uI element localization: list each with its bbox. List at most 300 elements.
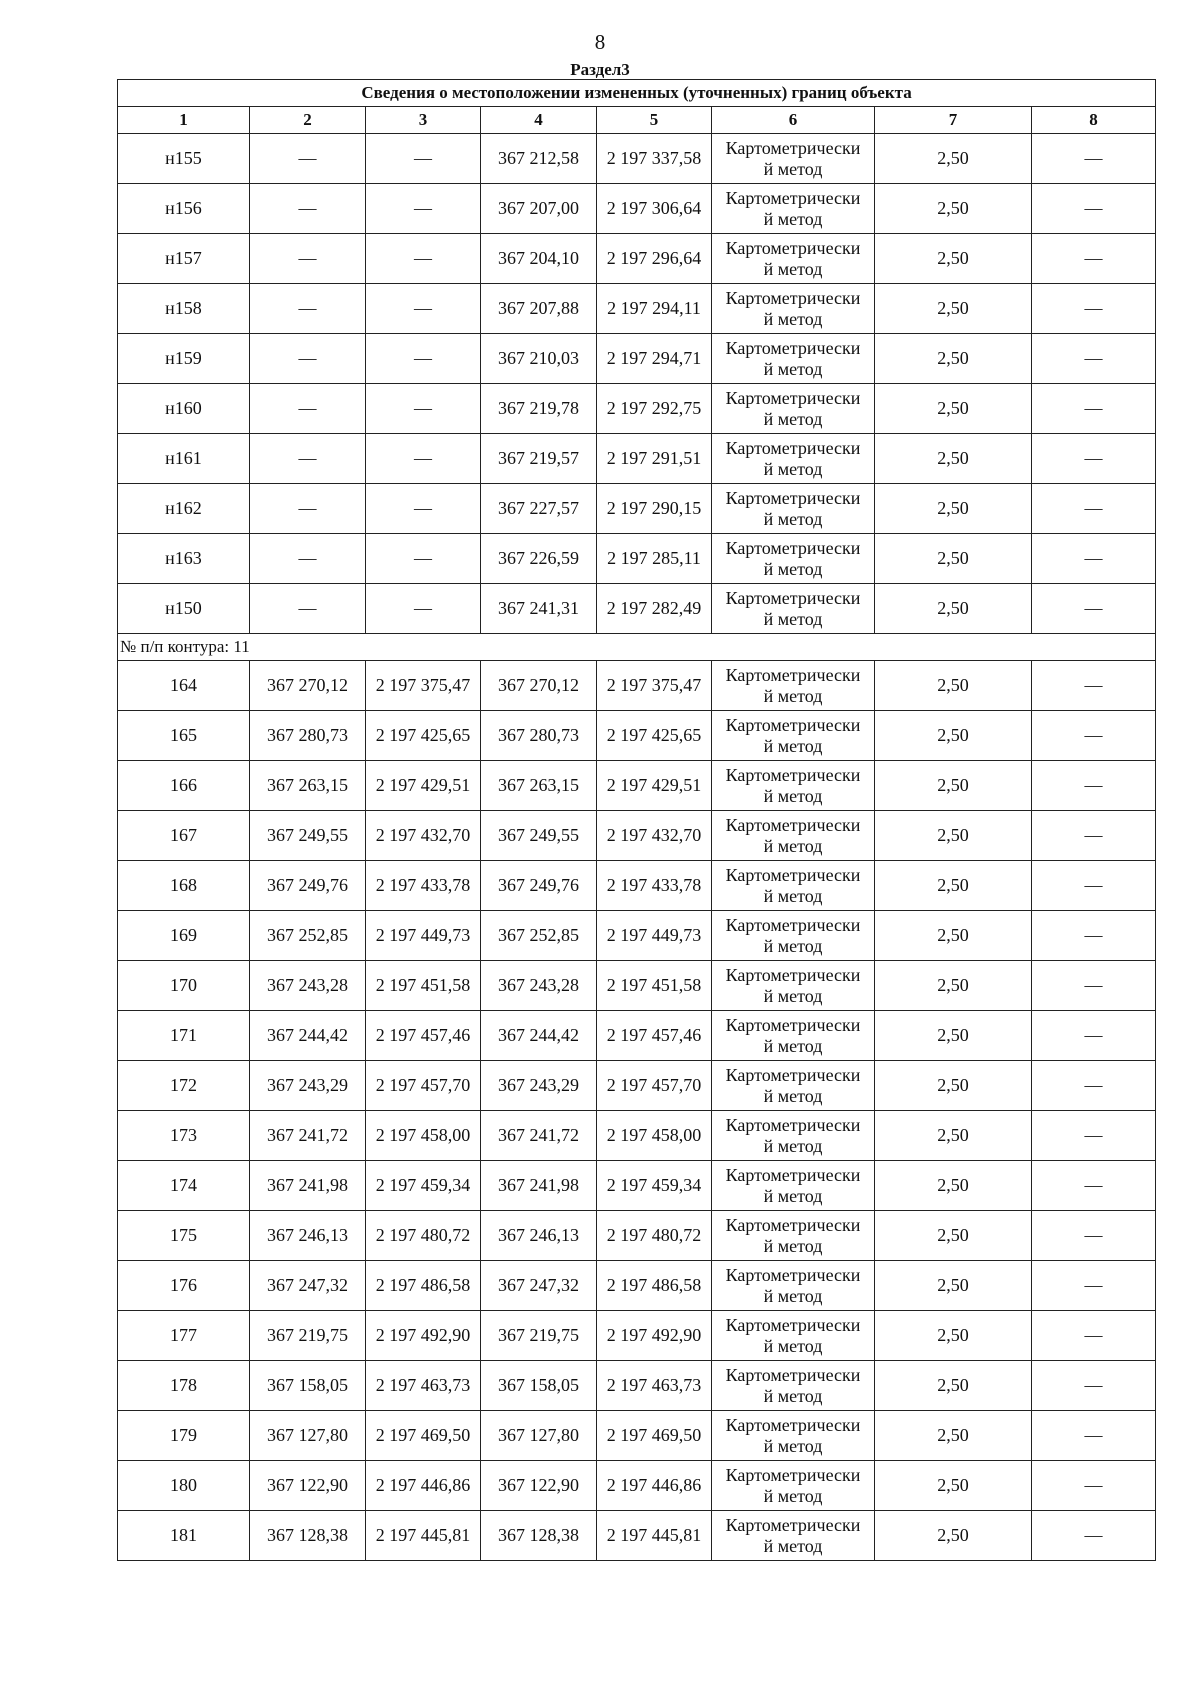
column-8-cell: — — [1032, 1161, 1156, 1211]
y-coordinate-cell: 2 197 433,78 — [597, 861, 712, 911]
section-title: Раздел3 — [570, 60, 630, 79]
column-8-cell: — — [1032, 661, 1156, 711]
column-8-cell: — — [1032, 911, 1156, 961]
column-2-cell: 367 158,05 — [250, 1361, 366, 1411]
point-number-cell: 166 — [118, 761, 250, 811]
page-number: 8 — [594, 30, 606, 54]
column-8-cell: — — [1032, 1311, 1156, 1361]
method-line-1: Картометрически — [725, 587, 861, 608]
column-3-cell: 2 197 451,58 — [366, 961, 481, 1011]
column-3-cell: — — [366, 534, 481, 584]
method-line-2: й метод — [763, 885, 823, 906]
y-coordinate-cell: 2 197 296,64 — [597, 234, 712, 284]
column-3-cell: 2 197 445,81 — [366, 1511, 481, 1561]
table-row — [118, 1411, 1156, 1461]
method-line-1: Картометрически — [725, 137, 861, 158]
method-line-2: й метод — [763, 258, 823, 279]
accuracy-cell: 2,50 — [875, 284, 1032, 334]
accuracy-cell: 2,50 — [875, 484, 1032, 534]
method-line-2: й метод — [763, 208, 823, 229]
table-row — [118, 484, 1156, 534]
method-cell — [712, 534, 875, 584]
column-2-cell: 367 263,15 — [250, 761, 366, 811]
method-cell — [712, 484, 875, 534]
method-cell — [712, 384, 875, 434]
method-line-1: Картометрически — [725, 1114, 861, 1135]
method-line-1: Картометрически — [725, 814, 861, 835]
column-3-cell: — — [366, 134, 481, 184]
column-2-cell: — — [250, 384, 366, 434]
table-row — [118, 761, 1156, 811]
column-2-cell: 367 241,98 — [250, 1161, 366, 1211]
method-line-2: й метод — [763, 558, 823, 579]
y-coordinate-cell: 2 197 306,64 — [597, 184, 712, 234]
column-8-cell: — — [1032, 384, 1156, 434]
accuracy-cell: 2,50 — [875, 584, 1032, 634]
accuracy-cell: 2,50 — [875, 811, 1032, 861]
table-row — [118, 1211, 1156, 1261]
method-cell — [712, 1511, 875, 1561]
method-line-2: й метод — [763, 1285, 823, 1306]
method-line-2: й метод — [763, 1535, 823, 1556]
column-number-6: 6 — [712, 107, 875, 134]
method-line-1: Картометрически — [725, 864, 861, 885]
x-coordinate-cell: 367 207,88 — [481, 284, 597, 334]
method-cell — [712, 284, 875, 334]
column-number-1: 1 — [118, 107, 250, 134]
column-3-cell: 2 197 459,34 — [366, 1161, 481, 1211]
method-line-2: й метод — [763, 408, 823, 429]
column-2-cell: 367 241,72 — [250, 1111, 366, 1161]
column-number-8: 8 — [1032, 107, 1156, 134]
point-number-cell: 170 — [118, 961, 250, 1011]
point-number-cell: н155 — [118, 134, 250, 184]
point-number-cell: 175 — [118, 1211, 250, 1261]
column-number-3: 3 — [366, 107, 481, 134]
column-2-cell: 367 249,76 — [250, 861, 366, 911]
y-coordinate-cell: 2 197 375,47 — [597, 661, 712, 711]
column-2-cell: — — [250, 584, 366, 634]
column-3-cell: 2 197 375,47 — [366, 661, 481, 711]
column-2-cell: — — [250, 284, 366, 334]
boundary-coordinates-table — [117, 79, 1156, 1561]
point-number-cell: н150 — [118, 584, 250, 634]
y-coordinate-cell: 2 197 446,86 — [597, 1461, 712, 1511]
column-3-cell: 2 197 457,46 — [366, 1011, 481, 1061]
method-cell — [712, 711, 875, 761]
table-row — [118, 1361, 1156, 1411]
column-3-cell: 2 197 458,00 — [366, 1111, 481, 1161]
x-coordinate-cell: 367 244,42 — [481, 1011, 597, 1061]
column-8-cell: — — [1032, 861, 1156, 911]
method-line-2: й метод — [763, 735, 823, 756]
column-2-cell: — — [250, 534, 366, 584]
y-coordinate-cell: 2 197 337,58 — [597, 134, 712, 184]
x-coordinate-cell: 367 249,76 — [481, 861, 597, 911]
table-row — [118, 961, 1156, 1011]
column-8-cell: — — [1032, 234, 1156, 284]
y-coordinate-cell: 2 197 294,11 — [597, 284, 712, 334]
column-8-cell: — — [1032, 1361, 1156, 1411]
column-2-cell: 367 244,42 — [250, 1011, 366, 1061]
method-line-2: й метод — [763, 785, 823, 806]
table-row — [118, 534, 1156, 584]
method-line-2: й метод — [763, 985, 823, 1006]
table-row — [118, 234, 1156, 284]
accuracy-cell: 2,50 — [875, 1361, 1032, 1411]
table-row — [118, 1061, 1156, 1111]
column-8-cell: — — [1032, 434, 1156, 484]
x-coordinate-cell: 367 227,57 — [481, 484, 597, 534]
x-coordinate-cell: 367 246,13 — [481, 1211, 597, 1261]
method-line-1: Картометрически — [725, 1514, 861, 1535]
column-8-cell: — — [1032, 1061, 1156, 1111]
column-2-cell: 367 247,32 — [250, 1261, 366, 1311]
point-number-cell: н162 — [118, 484, 250, 534]
point-number-cell: 174 — [118, 1161, 250, 1211]
column-3-cell: — — [366, 484, 481, 534]
method-cell — [712, 861, 875, 911]
accuracy-cell: 2,50 — [875, 1111, 1032, 1161]
method-line-1: Картометрически — [725, 764, 861, 785]
column-3-cell: 2 197 486,58 — [366, 1261, 481, 1311]
column-2-cell: 367 127,80 — [250, 1411, 366, 1461]
column-2-cell: 367 252,85 — [250, 911, 366, 961]
x-coordinate-cell: 367 243,29 — [481, 1061, 597, 1111]
column-3-cell: 2 197 425,65 — [366, 711, 481, 761]
method-line-1: Картометрически — [725, 1214, 861, 1235]
y-coordinate-cell: 2 197 492,90 — [597, 1311, 712, 1361]
method-line-2: й метод — [763, 1135, 823, 1156]
table-body-contour-points — [118, 134, 1156, 634]
accuracy-cell: 2,50 — [875, 711, 1032, 761]
method-line-2: й метод — [763, 1385, 823, 1406]
column-2-cell: 367 280,73 — [250, 711, 366, 761]
y-coordinate-cell: 2 197 285,11 — [597, 534, 712, 584]
x-coordinate-cell: 367 241,98 — [481, 1161, 597, 1211]
column-3-cell: 2 197 469,50 — [366, 1411, 481, 1461]
accuracy-cell: 2,50 — [875, 1461, 1032, 1511]
method-cell — [712, 434, 875, 484]
accuracy-cell: 2,50 — [875, 761, 1032, 811]
method-line-1: Картометрически — [725, 664, 861, 685]
column-number-5: 5 — [597, 107, 712, 134]
point-number-cell: н160 — [118, 384, 250, 434]
x-coordinate-cell: 367 204,10 — [481, 234, 597, 284]
method-cell — [712, 911, 875, 961]
method-line-1: Картометрически — [725, 437, 861, 458]
accuracy-cell: 2,50 — [875, 384, 1032, 434]
column-3-cell: 2 197 449,73 — [366, 911, 481, 961]
method-line-1: Картометрически — [725, 337, 861, 358]
point-number-cell: 165 — [118, 711, 250, 761]
method-cell — [712, 584, 875, 634]
column-8-cell: — — [1032, 284, 1156, 334]
column-3-cell: — — [366, 434, 481, 484]
column-8-cell: — — [1032, 1211, 1156, 1261]
column-3-cell: 2 197 429,51 — [366, 761, 481, 811]
column-8-cell: — — [1032, 1411, 1156, 1461]
table-row — [118, 661, 1156, 711]
point-number-cell: 179 — [118, 1411, 250, 1461]
x-coordinate-cell: 367 241,72 — [481, 1111, 597, 1161]
column-8-cell: — — [1032, 334, 1156, 384]
table-row — [118, 584, 1156, 634]
table-row — [118, 1111, 1156, 1161]
method-line-2: й метод — [763, 608, 823, 629]
column-2-cell: 367 243,28 — [250, 961, 366, 1011]
column-3-cell: 2 197 432,70 — [366, 811, 481, 861]
y-coordinate-cell: 2 197 459,34 — [597, 1161, 712, 1211]
method-line-2: й метод — [763, 1485, 823, 1506]
x-coordinate-cell: 367 127,80 — [481, 1411, 597, 1461]
point-number-cell: 181 — [118, 1511, 250, 1561]
accuracy-cell: 2,50 — [875, 1411, 1032, 1461]
method-cell — [712, 1011, 875, 1061]
point-number-cell: 177 — [118, 1311, 250, 1361]
y-coordinate-cell: 2 197 457,46 — [597, 1011, 712, 1061]
method-line-1: Картометрически — [725, 187, 861, 208]
method-line-2: й метод — [763, 835, 823, 856]
point-number-cell: н159 — [118, 334, 250, 384]
point-number-cell: н156 — [118, 184, 250, 234]
column-2-cell: — — [250, 134, 366, 184]
method-line-1: Картометрически — [725, 714, 861, 735]
method-line-1: Картометрически — [725, 1264, 861, 1285]
column-8-cell: — — [1032, 961, 1156, 1011]
column-8-cell: — — [1032, 1511, 1156, 1561]
method-cell — [712, 1161, 875, 1211]
x-coordinate-cell: 367 212,58 — [481, 134, 597, 184]
contour-label: № п/п контура: 11 — [118, 634, 1156, 661]
accuracy-cell: 2,50 — [875, 434, 1032, 484]
column-number-row — [118, 107, 1156, 134]
column-2-cell: 367 219,75 — [250, 1311, 366, 1361]
column-3-cell: 2 197 457,70 — [366, 1061, 481, 1111]
y-coordinate-cell: 2 197 486,58 — [597, 1261, 712, 1311]
column-2-cell: 367 270,12 — [250, 661, 366, 711]
y-coordinate-cell: 2 197 291,51 — [597, 434, 712, 484]
x-coordinate-cell: 367 128,38 — [481, 1511, 597, 1561]
method-line-1: Картометрически — [725, 237, 861, 258]
column-8-cell: — — [1032, 1011, 1156, 1061]
method-cell — [712, 1411, 875, 1461]
point-number-cell: 178 — [118, 1361, 250, 1411]
x-coordinate-cell: 367 219,75 — [481, 1311, 597, 1361]
column-number-7: 7 — [875, 107, 1032, 134]
method-line-1: Картометрически — [725, 1064, 861, 1085]
column-3-cell: 2 197 433,78 — [366, 861, 481, 911]
y-coordinate-cell: 2 197 469,50 — [597, 1411, 712, 1461]
method-cell — [712, 234, 875, 284]
method-cell — [712, 184, 875, 234]
method-line-2: й метод — [763, 1335, 823, 1356]
method-line-2: й метод — [763, 1085, 823, 1106]
method-cell — [712, 1361, 875, 1411]
column-8-cell: — — [1032, 711, 1156, 761]
column-2-cell: 367 246,13 — [250, 1211, 366, 1261]
x-coordinate-cell: 367 263,15 — [481, 761, 597, 811]
method-line-2: й метод — [763, 935, 823, 956]
method-line-2: й метод — [763, 158, 823, 179]
column-number-2: 2 — [250, 107, 366, 134]
table-row — [118, 911, 1156, 961]
table-row — [118, 184, 1156, 234]
accuracy-cell: 2,50 — [875, 1061, 1032, 1111]
x-coordinate-cell: 367 280,73 — [481, 711, 597, 761]
column-8-cell: — — [1032, 1261, 1156, 1311]
x-coordinate-cell: 367 158,05 — [481, 1361, 597, 1411]
table-row — [118, 1161, 1156, 1211]
y-coordinate-cell: 2 197 445,81 — [597, 1511, 712, 1561]
column-8-cell: — — [1032, 134, 1156, 184]
method-cell — [712, 1111, 875, 1161]
accuracy-cell: 2,50 — [875, 961, 1032, 1011]
column-3-cell: — — [366, 384, 481, 434]
y-coordinate-cell: 2 197 458,00 — [597, 1111, 712, 1161]
table-row — [118, 284, 1156, 334]
y-coordinate-cell: 2 197 463,73 — [597, 1361, 712, 1411]
column-2-cell: — — [250, 234, 366, 284]
method-cell — [712, 661, 875, 711]
table-row — [118, 861, 1156, 911]
table-caption: Сведения о местоположении измененных (уточненных) границ объекта — [118, 80, 1156, 107]
method-cell — [712, 1061, 875, 1111]
y-coordinate-cell: 2 197 457,70 — [597, 1061, 712, 1111]
column-2-cell: 367 122,90 — [250, 1461, 366, 1511]
point-number-cell: 168 — [118, 861, 250, 911]
method-line-1: Картометрически — [725, 1364, 861, 1385]
point-number-cell: н158 — [118, 284, 250, 334]
point-number-cell: 171 — [118, 1011, 250, 1061]
point-number-cell: 164 — [118, 661, 250, 711]
method-cell — [712, 334, 875, 384]
column-8-cell: — — [1032, 811, 1156, 861]
column-8-cell: — — [1032, 484, 1156, 534]
column-8-cell: — — [1032, 761, 1156, 811]
method-cell — [712, 1211, 875, 1261]
column-8-cell: — — [1032, 1461, 1156, 1511]
column-3-cell: — — [366, 334, 481, 384]
column-3-cell: 2 197 446,86 — [366, 1461, 481, 1511]
table-row — [118, 1261, 1156, 1311]
method-line-1: Картометрически — [725, 537, 861, 558]
accuracy-cell: 2,50 — [875, 1211, 1032, 1261]
column-3-cell: 2 197 492,90 — [366, 1311, 481, 1361]
table-row — [118, 134, 1156, 184]
x-coordinate-cell: 367 122,90 — [481, 1461, 597, 1511]
point-number-cell: 173 — [118, 1111, 250, 1161]
method-cell — [712, 1261, 875, 1311]
method-cell — [712, 811, 875, 861]
method-cell — [712, 1311, 875, 1361]
table-row — [118, 1511, 1156, 1561]
table-row — [118, 434, 1156, 484]
method-line-2: й метод — [763, 685, 823, 706]
table-row — [118, 334, 1156, 384]
accuracy-cell: 2,50 — [875, 234, 1032, 284]
x-coordinate-cell: 367 210,03 — [481, 334, 597, 384]
column-2-cell: 367 128,38 — [250, 1511, 366, 1561]
y-coordinate-cell: 2 197 292,75 — [597, 384, 712, 434]
point-number-cell: 172 — [118, 1061, 250, 1111]
method-line-1: Картометрически — [725, 914, 861, 935]
method-line-2: й метод — [763, 1435, 823, 1456]
accuracy-cell: 2,50 — [875, 184, 1032, 234]
table-row — [118, 384, 1156, 434]
y-coordinate-cell: 2 197 290,15 — [597, 484, 712, 534]
x-coordinate-cell: 367 247,32 — [481, 1261, 597, 1311]
column-2-cell: — — [250, 334, 366, 384]
x-coordinate-cell: 367 249,55 — [481, 811, 597, 861]
point-number-cell: 176 — [118, 1261, 250, 1311]
column-2-cell: 367 249,55 — [250, 811, 366, 861]
x-coordinate-cell: 367 219,78 — [481, 384, 597, 434]
y-coordinate-cell: 2 197 282,49 — [597, 584, 712, 634]
column-8-cell: — — [1032, 184, 1156, 234]
accuracy-cell: 2,50 — [875, 861, 1032, 911]
column-8-cell: — — [1032, 1111, 1156, 1161]
y-coordinate-cell: 2 197 429,51 — [597, 761, 712, 811]
column-3-cell: — — [366, 284, 481, 334]
point-number-cell: н161 — [118, 434, 250, 484]
x-coordinate-cell: 367 252,85 — [481, 911, 597, 961]
table-row — [118, 811, 1156, 861]
column-3-cell: 2 197 463,73 — [366, 1361, 481, 1411]
table-row — [118, 711, 1156, 761]
method-line-2: й метод — [763, 1235, 823, 1256]
accuracy-cell: 2,50 — [875, 1011, 1032, 1061]
method-line-2: й метод — [763, 1035, 823, 1056]
accuracy-cell: 2,50 — [875, 1511, 1032, 1561]
method-line-1: Картометрически — [725, 1164, 861, 1185]
accuracy-cell: 2,50 — [875, 334, 1032, 384]
y-coordinate-cell: 2 197 451,58 — [597, 961, 712, 1011]
y-coordinate-cell: 2 197 432,70 — [597, 811, 712, 861]
method-line-2: й метод — [763, 308, 823, 329]
method-cell — [712, 134, 875, 184]
point-number-cell: н157 — [118, 234, 250, 284]
x-coordinate-cell: 367 226,59 — [481, 534, 597, 584]
y-coordinate-cell: 2 197 480,72 — [597, 1211, 712, 1261]
x-coordinate-cell: 367 270,12 — [481, 661, 597, 711]
accuracy-cell: 2,50 — [875, 534, 1032, 584]
accuracy-cell: 2,50 — [875, 911, 1032, 961]
accuracy-cell: 2,50 — [875, 661, 1032, 711]
x-coordinate-cell: 367 243,28 — [481, 961, 597, 1011]
method-line-1: Картометрически — [725, 287, 861, 308]
method-cell — [712, 1461, 875, 1511]
method-line-1: Картометрически — [725, 964, 861, 985]
column-8-cell: — — [1032, 584, 1156, 634]
accuracy-cell: 2,50 — [875, 1161, 1032, 1211]
method-line-1: Картометрически — [725, 387, 861, 408]
method-line-2: й метод — [763, 358, 823, 379]
column-2-cell: — — [250, 434, 366, 484]
method-line-2: й метод — [763, 1185, 823, 1206]
method-line-1: Картометрически — [725, 487, 861, 508]
method-line-2: й метод — [763, 508, 823, 529]
x-coordinate-cell: 367 241,31 — [481, 584, 597, 634]
column-3-cell: — — [366, 584, 481, 634]
method-cell — [712, 961, 875, 1011]
column-3-cell: 2 197 480,72 — [366, 1211, 481, 1261]
method-line-1: Картометрически — [725, 1464, 861, 1485]
x-coordinate-cell: 367 207,00 — [481, 184, 597, 234]
column-3-cell: — — [366, 184, 481, 234]
column-8-cell: — — [1032, 534, 1156, 584]
accuracy-cell: 2,50 — [875, 134, 1032, 184]
